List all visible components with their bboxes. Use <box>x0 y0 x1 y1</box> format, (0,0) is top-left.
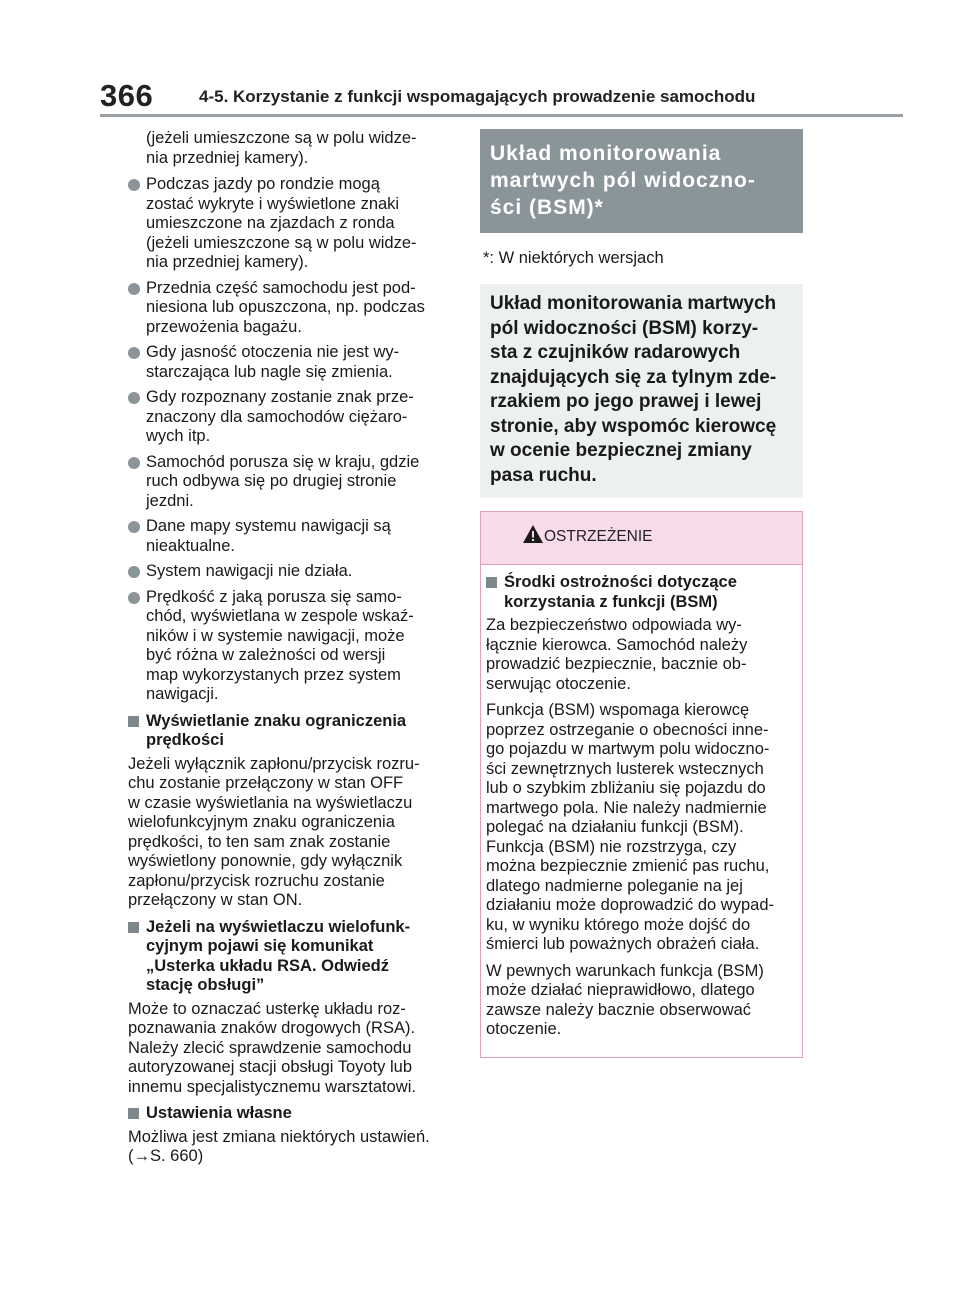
subsection-heading: Ustawienia własne <box>128 1104 453 1124</box>
warning-subheading: Środki ostrożności dotyczące korzystania z funkcji (BSM) <box>486 573 797 612</box>
paragraph: Jeżeli wyłącznik zapłonu/przycisk rozru- chu zostanie przełączony w stan OFF w czasie wyświetlania na wyświetlaczu wielofunkcyjnym znaku ograniczenia prędkości, to ten sam znak zostanie wyświetlony ponownie, gdy wyłącznik zapłonu/przycisk rozruchu zostanie przełączony w stan ON. <box>128 754 420 909</box>
footnote: *: W niektórych wersjach <box>483 249 664 267</box>
paragraph: Możliwa jest zmiana niektórych ustawień. (→S. 660) <box>128 1128 453 1167</box>
bullet-item: Prędkość z jaką porusza się samo- chód, wyświetlana w zespole wskaź- ników i w systemie nawigacji, może być różna w zależności od wersji map wykorzystanych przez system nawigacji. <box>128 588 453 705</box>
continuation-text: (jeżeli umieszczone są w polu widze- nia przedniej kamery). <box>146 129 417 167</box>
bullet-item: Dane mapy systemu nawigacji są nieaktualne. <box>128 517 453 556</box>
page-reference-link[interactable]: (→S. 660) <box>128 1147 204 1165</box>
bullet-dot-icon <box>128 521 140 533</box>
page-header <box>100 78 903 116</box>
bullet-item: Gdy jasność otoczenia nie jest wy- starczająca lub nagle się zmienia. <box>128 343 453 382</box>
left-column <box>128 129 453 1174</box>
bullet-item: Samochód porusza się w kraju, gdzie ruch odbywa się po drugiej stronie jezdni. <box>128 453 453 512</box>
subsection-heading: Wyświetlanie znaku ograniczenia prędkości <box>128 712 453 751</box>
summary-box: Układ monitorowania martwych pól widoczności (BSM) korzy- sta z czujników radarowych znajdujących się za tylnym zde- rzakiem po jego prawej i lewej stronie, aby wspomóc kierowcę w ocenie bezpiecznej zmiany pasa ruchu. <box>480 284 803 498</box>
square-bullet-icon <box>128 716 139 727</box>
section-heading-box: Układ monitorowania martwych pól widoczno- ści (BSM)* <box>480 129 803 233</box>
warning-body <box>481 565 802 1057</box>
paragraph: Może to oznaczać usterkę układu roz- poznawania znaków drogowych (RSA). Należy zlecić sprawdzenie samochodu autoryzowanej stacji obsługi Toyoty lub innemu specjalistycznemu warsztatowi. <box>128 999 416 1096</box>
bullet-dot-icon <box>128 457 140 469</box>
bullet-dot-icon <box>128 592 140 604</box>
warning-title: OSTRZEŻENIE <box>544 528 653 545</box>
bullet-item: Podczas jazdy po rondzie mogą zostać wykryte i wyświetlone znaki umieszczone na zjazdach z ronda (jeżeli umieszczone są w polu widze- nia przedniej kamery). <box>128 175 453 273</box>
page-number: 366 <box>100 78 154 113</box>
bullet-dot-icon <box>128 283 140 295</box>
header-divider <box>100 114 903 117</box>
warning-header <box>481 512 802 565</box>
square-bullet-icon <box>128 1108 139 1119</box>
paragraph: W pewnych warunkach funkcja (BSM) może działać nieprawidłowo, dlatego zawsze należy bacznie obserwować otoczenie. <box>486 961 764 1038</box>
paragraph: Za bezpieczeństwo odpowiada wy- łącznie kierowca. Samochód należy prowadzić bezpiecznie, bacznie ob- serwując otoczenie. <box>486 616 748 693</box>
subsection-heading: Jeżeli na wyświetlaczu wielofunk- cyjnym pojawi się komunikat „Usterka układu RSA. Odwiedź stację obsługi” <box>128 918 453 996</box>
bullet-dot-icon <box>128 179 140 191</box>
warning-box <box>480 511 803 1058</box>
bullet-dot-icon <box>128 347 140 359</box>
bullet-item: System nawigacji nie działa. <box>128 562 453 582</box>
warning-triangle-icon <box>522 524 544 544</box>
bullet-dot-icon <box>128 392 140 404</box>
paragraph: Funkcja (BSM) wspomaga kierowcę poprzez ostrzeganie o obecności inne- go pojazdu w martwym polu widoczno- ści zewnętrznych lusterek wstecznych lub o szybkim zbliżaniu się pojazdu do martwego pola. Nie należy nadmiernie polegać na działaniu funkcji (BSM). Funkcja (BSM) nie rozstrzyga, czy można bezpiecznie zmienić pas ruchu, dlatego nadmierne poleganie na jej działaniu może doprowadzić do wypad- ku, w wyniku którego może dojść do śmierci lub poważnych obrażeń ciała. <box>486 701 774 953</box>
square-bullet-icon <box>486 577 497 588</box>
section-title: 4-5. Korzystanie z funkcji wspomagających prowadzenie samochodu <box>199 87 756 106</box>
bullet-item: Przednia część samochodu jest pod- niesiona lub opuszczona, np. podczas przewożenia bagażu. <box>128 279 453 338</box>
bullet-dot-icon <box>128 566 140 578</box>
bullet-item: Gdy rozpoznany zostanie znak prze- znaczony dla samochodów ciężaro- wych itp. <box>128 388 453 447</box>
square-bullet-icon <box>128 922 139 933</box>
right-column <box>480 129 803 1058</box>
